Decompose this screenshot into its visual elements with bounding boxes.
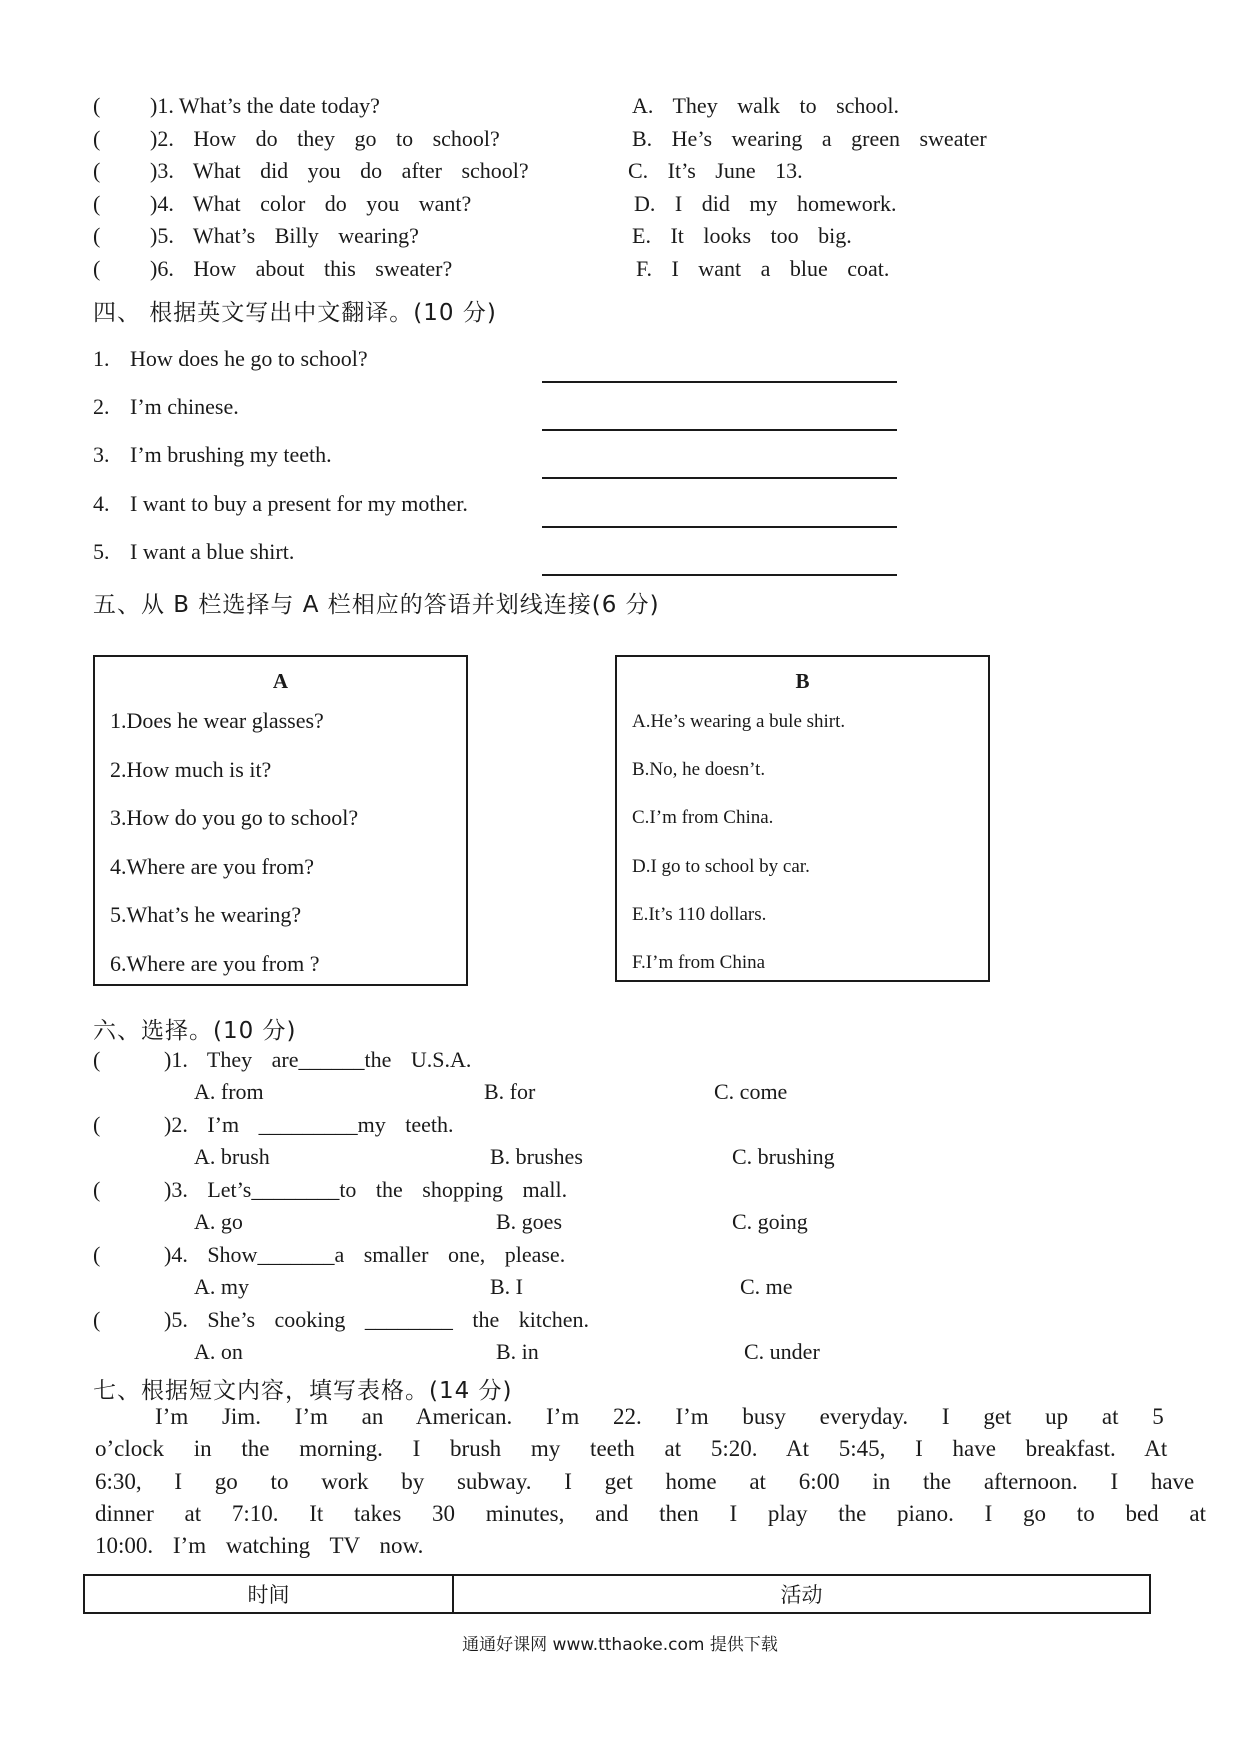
footer-credit: 通通好课网 www.tthaoke.com 提供下载 (462, 1635, 778, 1655)
fill-table (83, 1574, 1151, 1614)
passage-line (95, 1436, 1185, 1462)
answer-line[interactable] (542, 381, 897, 383)
option-a[interactable]: A. brush (194, 1144, 270, 1169)
item-number: 1. (93, 346, 110, 371)
section-heading-translation: 四、 根据英文写出中文翻译。(10 分) (93, 300, 497, 326)
answer-line[interactable] (542, 526, 897, 528)
question-text: )5. She’s cooking ________ the kitchen. (164, 1307, 590, 1332)
passage-line-text: 10:00. I’m watching TV now. (95, 1533, 424, 1558)
answer-paren[interactable]: ( (93, 191, 101, 216)
table-header-time: 时间 (85, 1576, 454, 1612)
answer-option: F. I want a blue coat. (636, 256, 890, 281)
answer-option: C. It’s June 13. (628, 158, 803, 183)
answer-option: E. It looks too big. (632, 223, 852, 248)
question-text: )5. What’s Billy wearing? (150, 223, 419, 248)
question-text: )3. Let’s________to the shopping mall. (164, 1177, 568, 1202)
column-a-item[interactable]: 5.What’s he wearing? (110, 902, 302, 927)
option-c[interactable]: C. brushing (732, 1144, 835, 1169)
option-b[interactable]: B. for (484, 1079, 536, 1104)
passage-line (95, 1501, 1207, 1527)
option-c[interactable]: C. me (740, 1274, 793, 1299)
item-number: 5. (93, 539, 110, 564)
item-text: How does he go to school? (130, 346, 368, 371)
question-text: )6. How about this sweater? (150, 256, 453, 281)
column-a-item[interactable]: 6.Where are you from ? (110, 951, 320, 976)
answer-line[interactable] (542, 429, 897, 431)
column-a-item[interactable]: 4.Where are you from? (110, 854, 315, 879)
answer-paren[interactable]: ( (93, 126, 101, 151)
passage-line (95, 1469, 1195, 1495)
table-header-activity: 活动 (780, 1583, 823, 1607)
passage-line-text: 6:30, I go to work by subway. I get home at 6:00 in the afternoon. I have (95, 1469, 1195, 1494)
answer-paren[interactable]: ( (93, 158, 101, 183)
option-b[interactable]: B. in (496, 1339, 539, 1364)
column-b-title: B (795, 669, 810, 693)
column-a-box (93, 655, 468, 986)
question-text: )4. What color do you want? (150, 191, 472, 216)
option-b[interactable]: B. I (490, 1274, 523, 1299)
passage-line-text: o’clock in the morning. I brush my teeth at 5:20. At 5:45, I have breakfast. At (95, 1436, 1168, 1461)
item-number: 4. (93, 491, 110, 516)
option-c[interactable]: C. going (732, 1209, 808, 1234)
answer-paren[interactable]: ( (93, 223, 101, 248)
passage-line (155, 1404, 1173, 1430)
column-b-box (615, 655, 990, 982)
answer-paren[interactable]: ( (93, 1307, 101, 1332)
answer-line[interactable] (542, 477, 897, 479)
item-number: 2. (93, 394, 110, 419)
column-b-item[interactable]: C.I’m from China. (632, 807, 774, 828)
option-c[interactable]: C. under (744, 1339, 820, 1364)
option-b[interactable]: B. brushes (490, 1144, 583, 1169)
question-text: )3. What did you do after school? (150, 158, 529, 183)
question-text: )2. I’m _________my teeth. (164, 1112, 454, 1137)
option-c[interactable]: C. come (714, 1079, 788, 1104)
answer-paren[interactable]: ( (93, 1177, 101, 1202)
passage-line-text: dinner at 7:10. It takes 30 minutes, and then I play the piano. I go to bed at (95, 1501, 1207, 1526)
answer-paren[interactable]: ( (93, 1242, 101, 1267)
section-heading-reading: 七、根据短文内容，填写表格。(14 分) (93, 1378, 513, 1404)
answer-paren[interactable]: ( (93, 256, 101, 281)
question-text: )1. They are______the U.S.A. (164, 1047, 472, 1072)
item-text: I’m brushing my teeth. (130, 442, 332, 467)
answer-option: B. He’s wearing a green sweater (632, 126, 987, 151)
column-b-item[interactable]: D.I go to school by car. (632, 856, 810, 877)
question-text: )2. How do they go to school? (150, 126, 500, 151)
answer-paren[interactable]: ( (93, 93, 101, 118)
answer-paren[interactable]: ( (93, 1112, 101, 1137)
answer-paren[interactable]: ( (93, 1047, 101, 1072)
answer-option: A. They walk to school. (632, 93, 900, 118)
option-a[interactable]: A. on (194, 1339, 243, 1364)
column-b-item[interactable]: B.No, he doesn’t. (632, 759, 766, 780)
option-a[interactable]: A. my (194, 1274, 249, 1299)
question-text: )1. What’s the date today? (150, 93, 380, 118)
question-text: )4. Show_______a smaller one, please. (164, 1242, 566, 1267)
item-text: I’m chinese. (130, 394, 239, 419)
column-a-item[interactable]: 2.How much is it? (110, 757, 272, 782)
option-a[interactable]: A. go (194, 1209, 243, 1234)
option-b[interactable]: B. goes (496, 1209, 562, 1234)
column-a-title: A (272, 669, 289, 693)
item-text: I want a blue shirt. (130, 539, 295, 564)
section-heading-choice: 六、选择。(10 分) (93, 1018, 297, 1044)
answer-option: D. I did my homework. (634, 191, 897, 216)
item-number: 3. (93, 442, 110, 467)
column-a-item[interactable]: 1.Does he wear glasses? (110, 708, 324, 733)
section-heading-matching: 五、从 B 栏选择与 A 栏相应的答语并划线连接(6 分) (93, 592, 660, 618)
column-b-item[interactable]: E.It’s 110 dollars. (632, 904, 767, 925)
option-a[interactable]: A. from (194, 1079, 264, 1104)
answer-line[interactable] (542, 574, 897, 576)
column-a-item[interactable]: 3.How do you go to school? (110, 805, 359, 830)
item-text: I want to buy a present for my mother. (130, 491, 468, 516)
column-b-item[interactable]: F.I’m from China (632, 952, 766, 973)
column-b-item[interactable]: A.He’s wearing a bule shirt. (632, 711, 846, 732)
passage-line (95, 1533, 423, 1559)
passage-line-text: I’m Jim. I’m an American. I’m 22. I’m busy everyday. I get up at 5 (155, 1404, 1164, 1429)
